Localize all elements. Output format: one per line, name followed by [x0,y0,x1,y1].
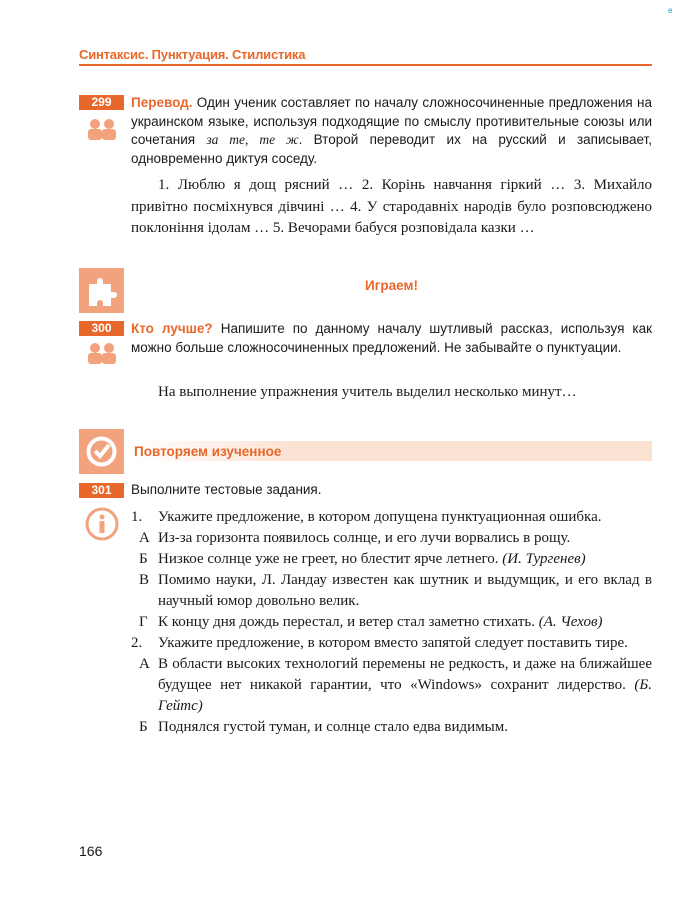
task-1-option-g: Г К концу дня дождь перестал, и ветер стал заметно стихать. (А. Чехов) [139,614,603,630]
check-clock-icon [79,429,124,474]
task-2: 2. Укажите предложение, в котором вместо запятой следует поставить тире. [131,635,628,651]
task-2-option-a: А В области высоких технологий перемены не редкость, и даже на ближайшее будущее нет никакой гарантии, что «Windows» сохранит лидерство. (Б. Гейтс) [139,656,652,714]
exercise-301-instruction: Выполните тестовые задания. [131,482,322,497]
header-rule [79,64,652,66]
exercise-299-instruction: Перевод. Один ученик составляет по началу сложносочиненные предложения на украинском языке, используя подходящие по смыслу противительные союзы или сочетания за те, те ж. Второй переводит их на русский и записывает, одновременно диктуя соседу. [131,95,652,166]
puzzle-icon [79,268,124,313]
task-1: 1. Укажите предложение, в котором допущена пунктуационная ошибка. [131,509,602,525]
test-tasks [131,507,652,738]
exercise-300-story-start: На выполнение упражнения учитель выделил несколько минут… [158,384,577,400]
task-2-option-b: Б Поднялся густой туман, и солнце стало едва видимым. [139,719,509,735]
task-1-option-a: А Из-за горизонта появилось солнце, и его лучи ворвались в рощу. [139,530,571,546]
review-heading: Повторяем изученное [134,444,282,459]
task-1-option-v: В Помимо науки, Л. Ландау известен как шутник и выдумщик, и его вклад в научный юмор довольно велик. [139,572,652,609]
exercise-number-300: 300 [79,321,124,336]
exercise-299-text: 1. Люблю я дощ рясний … 2. Корінь навчання гіркий … 3. Михайло привітно посміхнувся дівчині … 4. У стародавніх народів було розповсюджено поклоніння ідолам … 5. Вечорами бабуся розповідала казки … [131,177,652,236]
exercise-300-instruction: Кто лучше? Напишите по данному началу шутливый рассказ, используя как можно больше сложносочиненных предложений. Не забывайте о пунктуации. [131,321,652,355]
exercise-number-299: 299 [79,95,124,110]
exercise-number-301: 301 [79,483,124,498]
task-1-option-b: Б Низкое солнце уже не греет, но блестит ярче летнего. (И. Тургенев) [139,551,586,567]
pair-work-icon [85,342,119,364]
publisher-logo: e [668,6,673,15]
pair-work-icon [85,118,119,140]
running-head: Синтаксис. Пунктуация. Стилистика [79,47,306,62]
games-heading: Играем! [365,278,418,293]
page-number: 166 [79,843,103,859]
